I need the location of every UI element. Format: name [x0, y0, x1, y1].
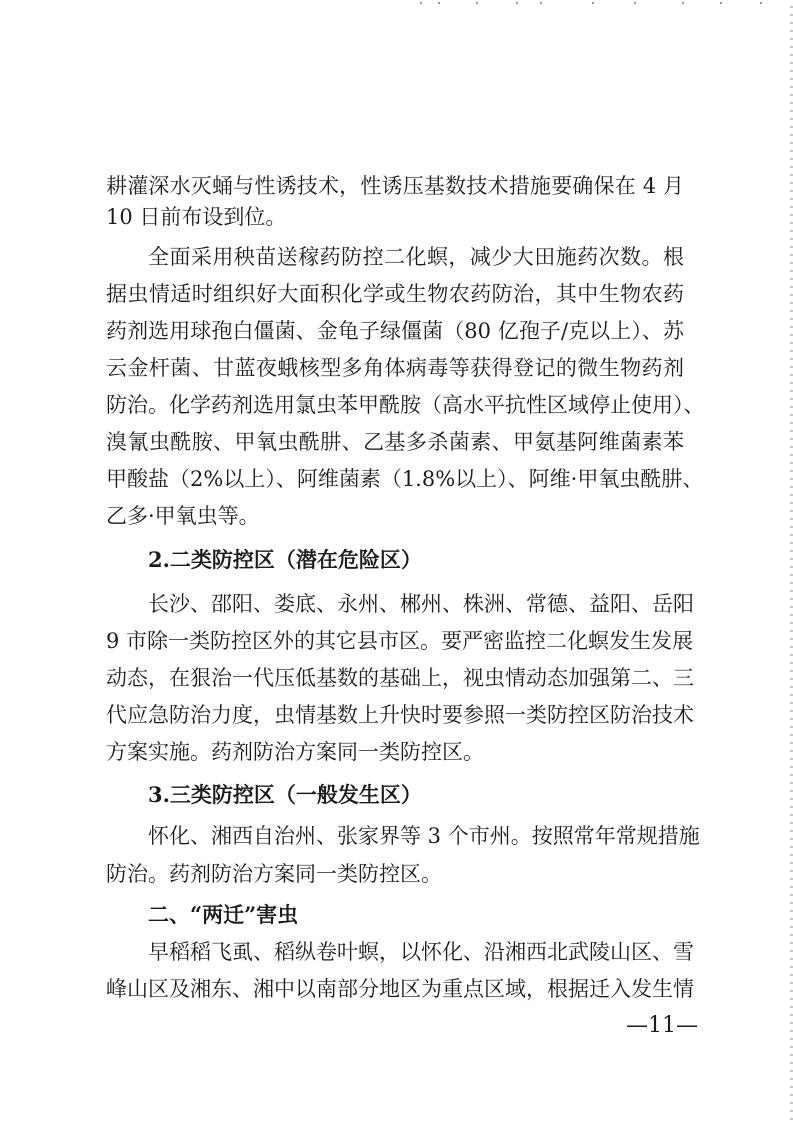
- text-line: 10 日前布设到位。: [106, 205, 287, 229]
- text-line: 防治。药剂防治方案同一类防控区。: [106, 862, 442, 886]
- page-number: —11—: [626, 1013, 698, 1038]
- section-heading: 3.三类防控区（一般发生区）: [148, 782, 422, 807]
- text-line: 据虫情适时组织好大面积化学或生物农药防治，其中生物农药: [106, 282, 684, 306]
- text-line: 云金杆菌、甘蓝夜蛾核型多角体病毒等获得登记的微生物药剂: [106, 356, 684, 380]
- text-line: 早稻稻飞虱、稻纵卷叶螟，以怀化、沿湘西北武陵山区、雪: [148, 940, 694, 964]
- text-line: 乙多·甲氧虫等。: [106, 504, 260, 528]
- text-line: 峰山区及湘东、湘中以南部分地区为重点区域，根据迁入发生情: [106, 977, 694, 1001]
- text-line: 长沙、邵阳、娄底、永州、郴州、株洲、常德、益阳、岳阳: [148, 592, 694, 616]
- text-line: 代应急防治力度，虫情基数上升快时要参照一类防控区防治技术: [106, 703, 694, 727]
- text-line: 方案实施。药剂防治方案同一类防控区。: [106, 740, 484, 764]
- section-heading: 二、“两迁”害虫: [148, 902, 299, 927]
- section-heading: 2.二类防控区（潜在危险区）: [148, 547, 422, 572]
- text-line: 溴氰虫酰胺、甲氧虫酰肼、乙基多杀菌素、甲氨基阿维菌素苯: [106, 430, 684, 454]
- text-line: 甲酸盐（2%以上）、阿维菌素（1.8%以上）、阿维·甲氧虫酰肼、: [106, 467, 704, 491]
- text-line: 全面采用秧苗送稼药防控二化螟，减少大田施药次数。根: [148, 245, 684, 269]
- text-line: 动态，在狠治一代压低基数的基础上，视虫情动态加强第二、三: [106, 666, 694, 690]
- scan-specks: [420, 2, 780, 10]
- text-line: 耕灌深水灭蛹与性诱技术，性诱压基数技术措施要确保在 4 月: [106, 174, 684, 198]
- text-line: 防治。化学药剂选用氯虫苯甲酰胺（高水平抗性区域停止使用）、: [106, 393, 705, 417]
- text-line: 药剂选用球孢白僵菌、金龟子绿僵菌（80 亿孢子/克以上）、苏: [106, 319, 684, 343]
- text-line: 9 市除一类防控区外的其它县市区。要严密监控二化螟发生发展: [106, 629, 694, 653]
- text-line: 怀化、湘西自治州、张家界等 3 个市州。按照常年常规措施: [148, 824, 700, 848]
